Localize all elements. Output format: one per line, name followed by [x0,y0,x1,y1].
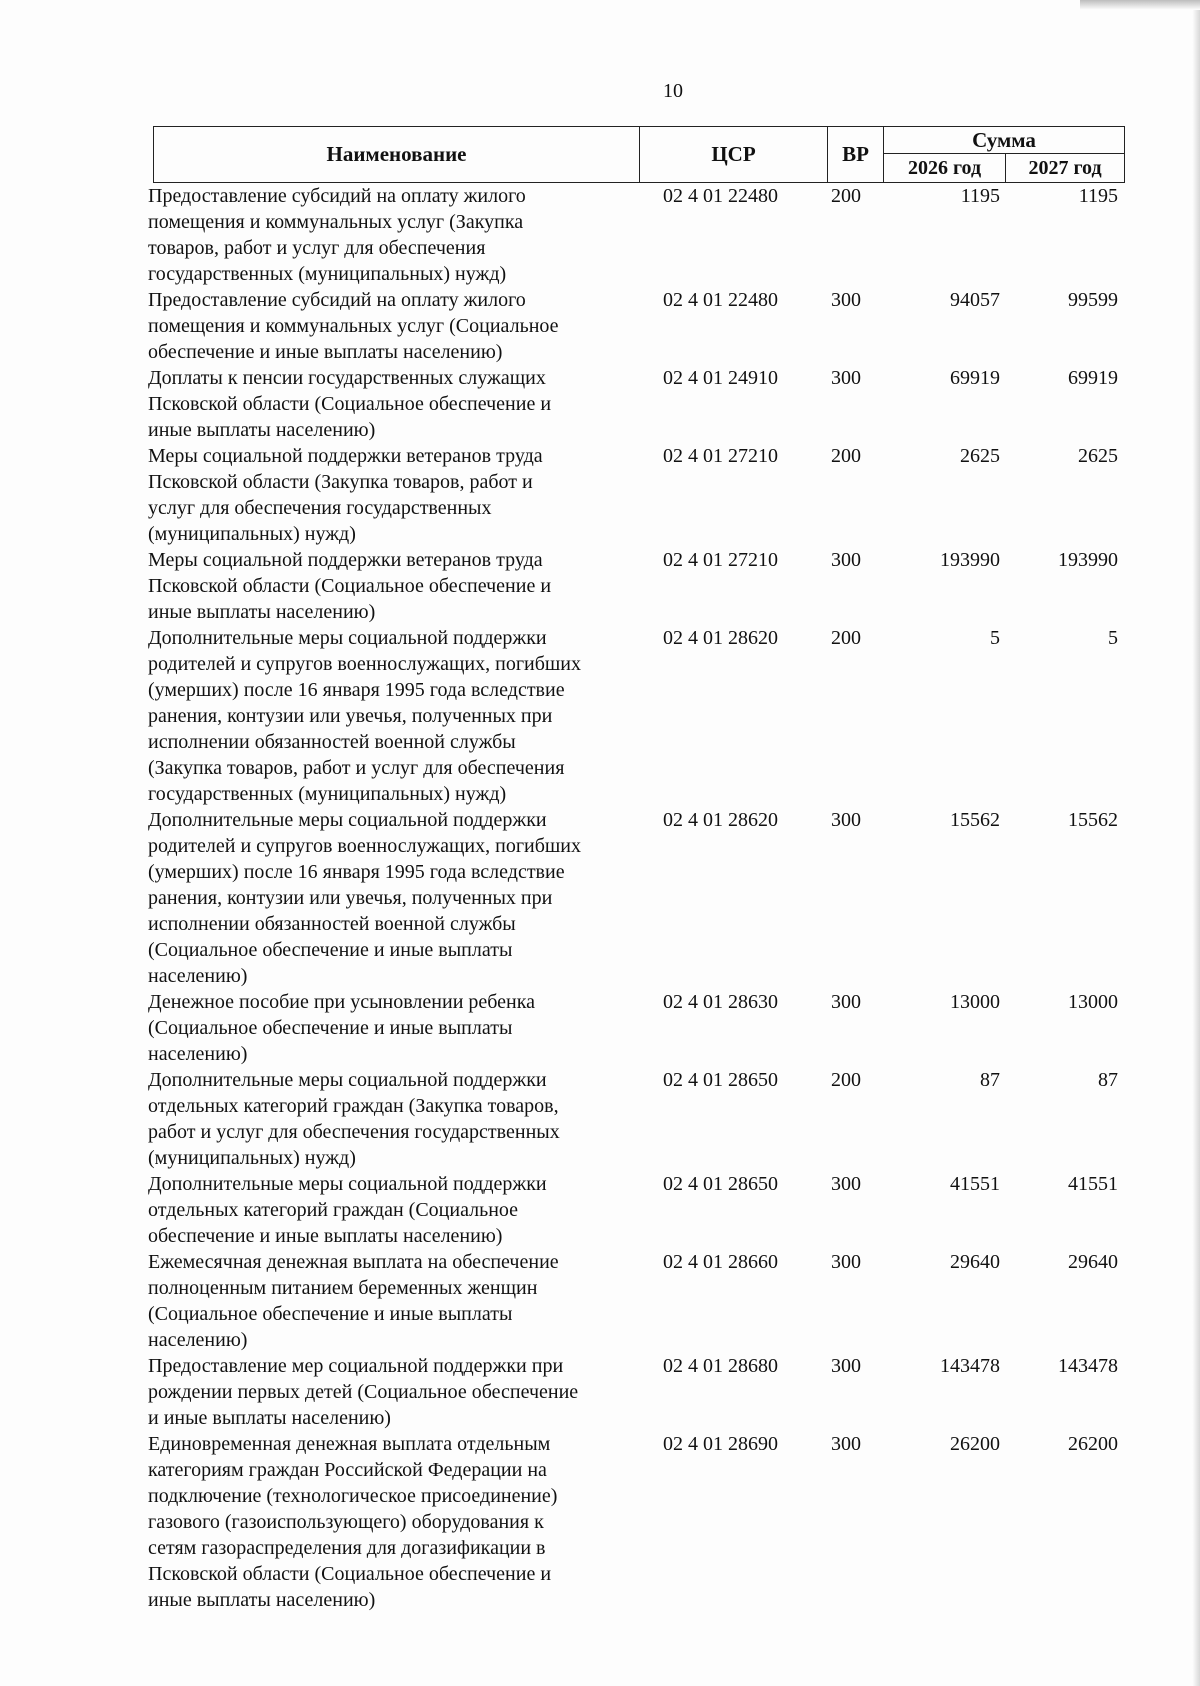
row-sum-2027: 29640 [1068,1251,1118,1273]
row-name: Меры социальной поддержки ветеранов труда Псковской области (Социальное обеспечение и иные выплаты населению) [148,549,552,623]
row-vr: 200 [831,445,861,467]
row-csr: 02 4 01 27210 [663,445,778,467]
row-csr: 02 4 01 27210 [663,549,778,571]
table-row [148,1353,1128,1431]
row-vr: 300 [831,1355,861,1377]
row-csr: 02 4 01 28660 [663,1251,778,1273]
table-body [148,183,1128,1613]
row-sum-2026: 29640 [950,1251,1000,1273]
row-csr: 02 4 01 24910 [663,367,778,389]
scan-edge [1192,0,1200,1686]
row-sum-2026: 69919 [950,367,1000,389]
row-sum-2027: 41551 [1068,1173,1118,1195]
row-sum-2026: 5 [990,627,1000,649]
table-row [148,1249,1128,1353]
row-vr: 300 [831,1173,861,1195]
row-sum-2027: 1195 [1078,185,1118,207]
header-year-2026: 2026 год [884,154,1006,182]
row-vr: 300 [831,367,861,389]
header-year-2027: 2027 год [1028,156,1102,179]
table-row [148,1431,1128,1613]
row-sum-2026: 1195 [960,185,1000,207]
table-header [153,126,1125,183]
row-csr: 02 4 01 28620 [663,809,778,831]
row-name: Единовременная денежная выплата отдельным категориям граждан Российской Федерации на подключение (технологическое присоединение) газового (газоиспользующего) оборудования к сетям газораспределения для догазификации в Псковской области (Социальное обеспечение и иные выплаты населению) [148,1433,558,1611]
row-name: Дополнительные меры социальной поддержки отдельных категорий граждан (Социальное обеспечение и иные выплаты населению) [148,1173,547,1247]
row-name: Денежное пособие при усыновлении ребенка (Социальное обеспечение и иные выплаты населению) [148,991,536,1065]
row-sum-2027: 15562 [1068,809,1118,831]
row-csr: 02 4 01 28630 [663,991,778,1013]
row-sum-2026: 2625 [960,445,1000,467]
row-name: Предоставление субсидий на оплату жилого помещения и коммунальных услуг (Закупка товаров, работ и услуг для обеспечения государственных (муниципальных) нужд) [148,185,526,285]
row-vr: 300 [831,549,861,571]
table-row [148,625,1128,807]
table-row [148,183,1128,287]
table-row [148,989,1128,1067]
table-row [148,547,1128,625]
row-sum-2027: 99599 [1068,289,1118,311]
row-sum-2026: 193990 [940,549,1000,571]
row-csr: 02 4 01 28690 [663,1433,778,1455]
scan-edge-top [1080,0,1200,10]
row-vr: 300 [831,1433,861,1455]
header-csr: ЦСР [640,127,828,182]
row-sum-2026: 13000 [950,991,1000,1013]
row-name: Предоставление мер социальной поддержки при рождении первых детей (Социальное обеспечение и иные выплаты населению) [148,1355,579,1429]
row-name: Ежемесячная денежная выплата на обеспечение полноценным питанием беременных женщин (Социальное обеспечение и иные выплаты населению) [148,1251,559,1351]
row-name: Предоставление субсидий на оплату жилого помещения и коммунальных услуг (Социальное обеспечение и иные выплаты населению) [148,289,559,363]
row-sum-2027: 69919 [1068,367,1118,389]
row-sum-2027: 5 [1108,627,1118,649]
row-vr: 300 [831,1251,861,1273]
row-sum-2027: 26200 [1068,1433,1118,1455]
table-row [148,443,1128,547]
table-row [148,807,1128,989]
row-sum-2027: 193990 [1058,549,1118,571]
row-vr: 200 [831,185,861,207]
row-sum-2026: 15562 [950,809,1000,831]
row-sum-2026: 26200 [950,1433,1000,1455]
row-csr: 02 4 01 28650 [663,1173,778,1195]
row-sum-2027: 143478 [1058,1355,1118,1377]
row-sum-2026: 41551 [950,1173,1000,1195]
row-vr: 300 [831,289,861,311]
row-name: Доплаты к пенсии государственных служащих Псковской области (Социальное обеспечение и иные выплаты населению) [148,367,552,441]
header-sum: Сумма [884,127,1124,154]
table-row [148,287,1128,365]
table-row [148,1171,1128,1249]
row-sum-2027: 87 [1098,1069,1118,1091]
row-name: Дополнительные меры социальной поддержки отдельных категорий граждан (Закупка товаров, работ и услуг для обеспечения государственных (муниципальных) нужд) [148,1069,560,1169]
header-name: Наименование [154,127,640,182]
row-vr: 200 [831,1069,861,1091]
row-name: Дополнительные меры социальной поддержки родителей и супругов военнослужащих, погибших (умерших) после 16 января 1995 года вследствие ранения, контузии или увечья, полученных при исполнении обязанностей военной службы (Социальное обеспечение и иные выплаты населению) [148,809,581,987]
page-number: 10 [663,80,683,102]
row-csr: 02 4 01 28650 [663,1069,778,1091]
row-sum-2027: 13000 [1068,991,1118,1013]
row-sum-2026: 143478 [940,1355,1000,1377]
row-vr: 300 [831,809,861,831]
row-csr: 02 4 01 22480 [663,185,778,207]
row-sum-2026: 94057 [950,289,1000,311]
row-csr: 02 4 01 22480 [663,289,778,311]
row-vr: 300 [831,991,861,1013]
row-sum-2026: 87 [980,1069,1000,1091]
row-name: Дополнительные меры социальной поддержки родителей и супругов военнослужащих, погибших (умерших) после 16 января 1995 года вследствие ранения, контузии или увечья, полученных при исполнении обязанностей военной службы (Закупка товаров, работ и услуг для обеспечения государственных (муниципальных) нужд) [148,627,581,805]
table-row [148,1067,1128,1171]
header-vr: ВР [828,127,884,182]
row-csr: 02 4 01 28620 [663,627,778,649]
row-sum-2027: 2625 [1078,445,1118,467]
table-row [148,365,1128,443]
row-vr: 200 [831,627,861,649]
row-name: Меры социальной поддержки ветеранов труда Псковской области (Закупка товаров, работ и услуг для обеспечения государственных (муниципальных) нужд) [148,445,543,545]
row-csr: 02 4 01 28680 [663,1355,778,1377]
